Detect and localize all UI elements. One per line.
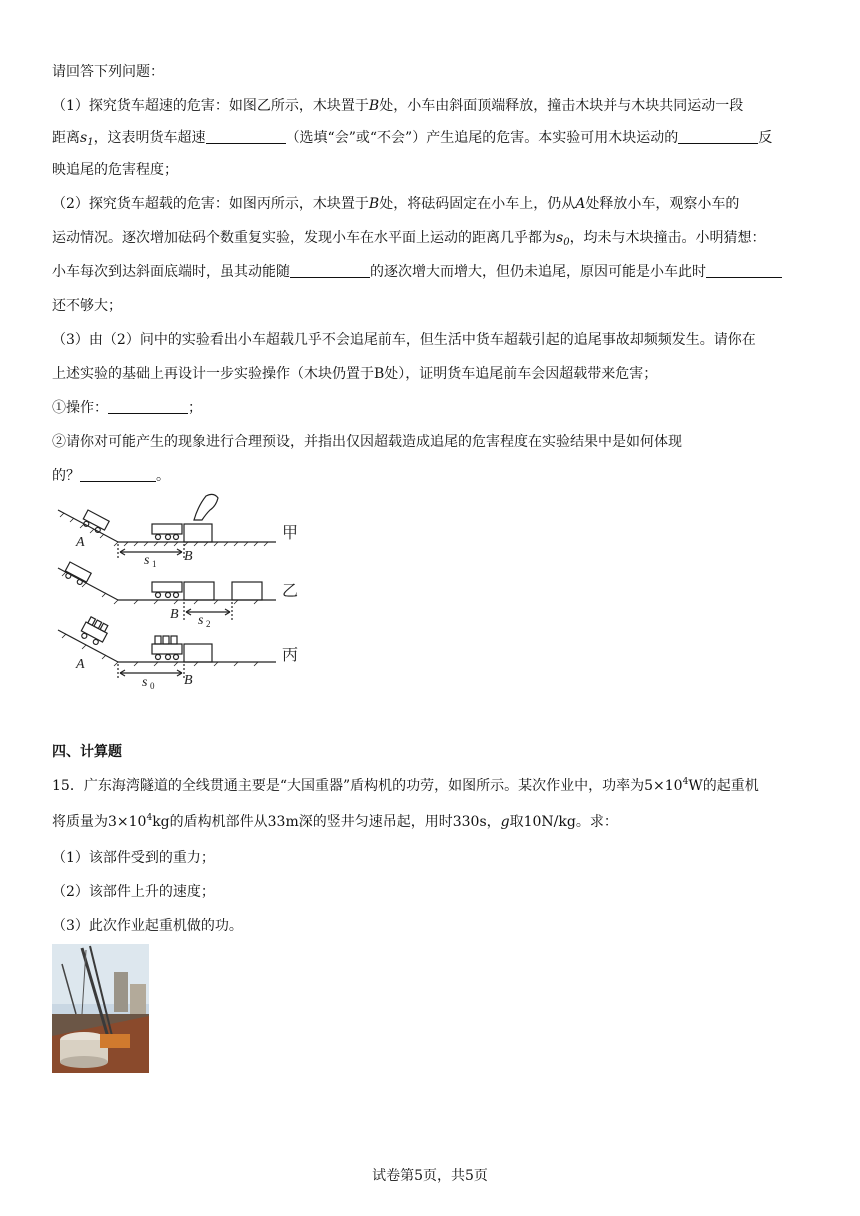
g-symbol: g [500, 814, 510, 830]
label-s-sub: 0 [150, 681, 155, 691]
label-b: B [184, 549, 193, 564]
operation-label: ①操作： [52, 400, 108, 416]
page-footer: 试卷第5页，共5页 [372, 1168, 488, 1184]
q15-text: 的起重机 [702, 778, 759, 794]
answer-blank[interactable] [706, 263, 782, 278]
label-a: A [76, 657, 85, 672]
power-unit: W [688, 778, 703, 794]
q2-text: 处释放小车，观察小车的 [585, 196, 740, 212]
point-b-label: B [368, 196, 380, 212]
q2-line4: 还不够大； [52, 298, 122, 314]
wood-block [184, 644, 212, 662]
q2-line3 [52, 262, 808, 282]
cart [152, 524, 182, 534]
label-s-sub: 2 [206, 619, 211, 629]
label-bing: 丙 [282, 647, 299, 664]
q2-text: 小车每次到达斜面底端时，虽其动能随 [52, 264, 290, 280]
q15-sub2: （2）该部件上升的速度； [52, 884, 215, 900]
q1-text: 反 [758, 130, 773, 146]
wood-block [232, 582, 262, 600]
q1-text: （选填“会”或“不会”）产生追尾的危害。本实验可用木块运动的 [285, 130, 679, 146]
q3-operation [52, 398, 808, 418]
q15-text: 将质量为 [52, 814, 108, 830]
q1-text: （1）探究货车超速的危害：如图乙所示，木块置于 [52, 98, 369, 114]
label-s: s [144, 553, 150, 568]
label-yi: 乙 [282, 583, 299, 600]
point-a-label: A [575, 196, 586, 212]
q2-text: 处，将砝码固定在小车上，仍从 [379, 196, 576, 212]
q3-line1: （3）由（2）问中的实验看出小车超载几乎不会追尾前车，但生活中货车超载引起的追尾事故却频频发生。请你在 [52, 332, 756, 348]
section-heading: 四、计算题 [52, 744, 122, 760]
mass-unit: kg [152, 814, 170, 830]
q1-text: 距离 [52, 130, 80, 146]
q1-line2 [52, 128, 808, 153]
q2-text: （2）探究货车超载的危害：如图丙所示，木块置于 [52, 196, 369, 212]
q1-text: ，这表明货车超速 [93, 130, 206, 146]
wood-block [184, 582, 214, 600]
s-symbol: s [80, 130, 88, 146]
q15-line1 [52, 772, 808, 796]
q3-text: ； [188, 400, 202, 416]
cart-on-ramp [81, 510, 109, 535]
hand-icon [194, 494, 218, 520]
label-a: A [76, 535, 85, 550]
experiment-figure [56, 492, 306, 692]
point-b-label: B [368, 98, 380, 114]
cart-with-weights [79, 616, 111, 647]
label-b: B [170, 607, 179, 622]
label-b: B [184, 673, 193, 688]
power-exponent: 4 [682, 777, 689, 787]
q15-text: 的盾构机部件从33m深的竖井匀速吊起，用时330s， [169, 814, 501, 830]
wood-block [184, 524, 212, 542]
q2-text: ，均未与木块撞击。小明猜想： [569, 230, 766, 246]
answer-blank[interactable] [290, 263, 370, 278]
answer-blank[interactable] [108, 399, 188, 414]
s-subscript: 1 [87, 137, 94, 148]
mass-exponent: 4 [146, 813, 153, 823]
crane-photo [52, 944, 149, 1073]
s-symbol: s [556, 230, 564, 246]
q15-sub3: （3）此次作业起重机做的功。 [52, 918, 243, 934]
mass-value: 3×10 [108, 814, 147, 830]
q3-text: 。 [156, 468, 170, 484]
q3-text: 的？ [52, 468, 80, 484]
q3-phenomenon-line2 [52, 466, 808, 486]
q2-text: 运动情况。逐次增加砝码个数重复实验，发现小车在水平面上运动的距离几乎都为 [52, 230, 556, 246]
q15-line2 [52, 808, 808, 832]
q1-line1 [52, 96, 808, 116]
label-s: s [142, 675, 148, 690]
answer-blank[interactable] [80, 467, 156, 482]
label-jia: 甲 [282, 525, 299, 542]
q2-text: 的逐次增大而增大，但仍未追尾，原因可能是小车此时 [370, 264, 706, 280]
label-s: s [198, 613, 204, 628]
q1-text: 处，小车由斜面顶端释放，撞击木块并与木块共同运动一段 [379, 98, 744, 114]
q2-line1 [52, 194, 808, 214]
intro-text: 请回答下列问题： [52, 64, 164, 80]
label-s-sub: 1 [152, 559, 157, 569]
q3-line2: 上述实验的基础上再设计一步实验操作（木块仍置于B处），证明货车追尾前车会因超载带来危害； [52, 366, 658, 382]
answer-blank[interactable] [678, 129, 758, 144]
answer-blank[interactable] [206, 129, 286, 144]
q15-text: 取10N/kg。求： [509, 814, 618, 830]
q2-line2 [52, 228, 808, 253]
s-subscript: 0 [563, 237, 570, 248]
cart [152, 582, 182, 592]
cart [152, 644, 182, 654]
power-value: 5×10 [644, 778, 683, 794]
q15-text: 15．广东海湾隧道的全线贯通主要是“大国重器”盾构机的功劳，如图所示。某次作业中，功率为 [52, 778, 645, 794]
q15-sub1: （1）该部件受到的重力； [52, 850, 215, 866]
q1-line3: 映追尾的危害程度； [52, 162, 178, 178]
q3-phenomenon-line1: ②请你对可能产生的现象进行合理预设，并指出仅因超载造成追尾的危害程度在实验结果中是如何体现 [52, 434, 682, 450]
